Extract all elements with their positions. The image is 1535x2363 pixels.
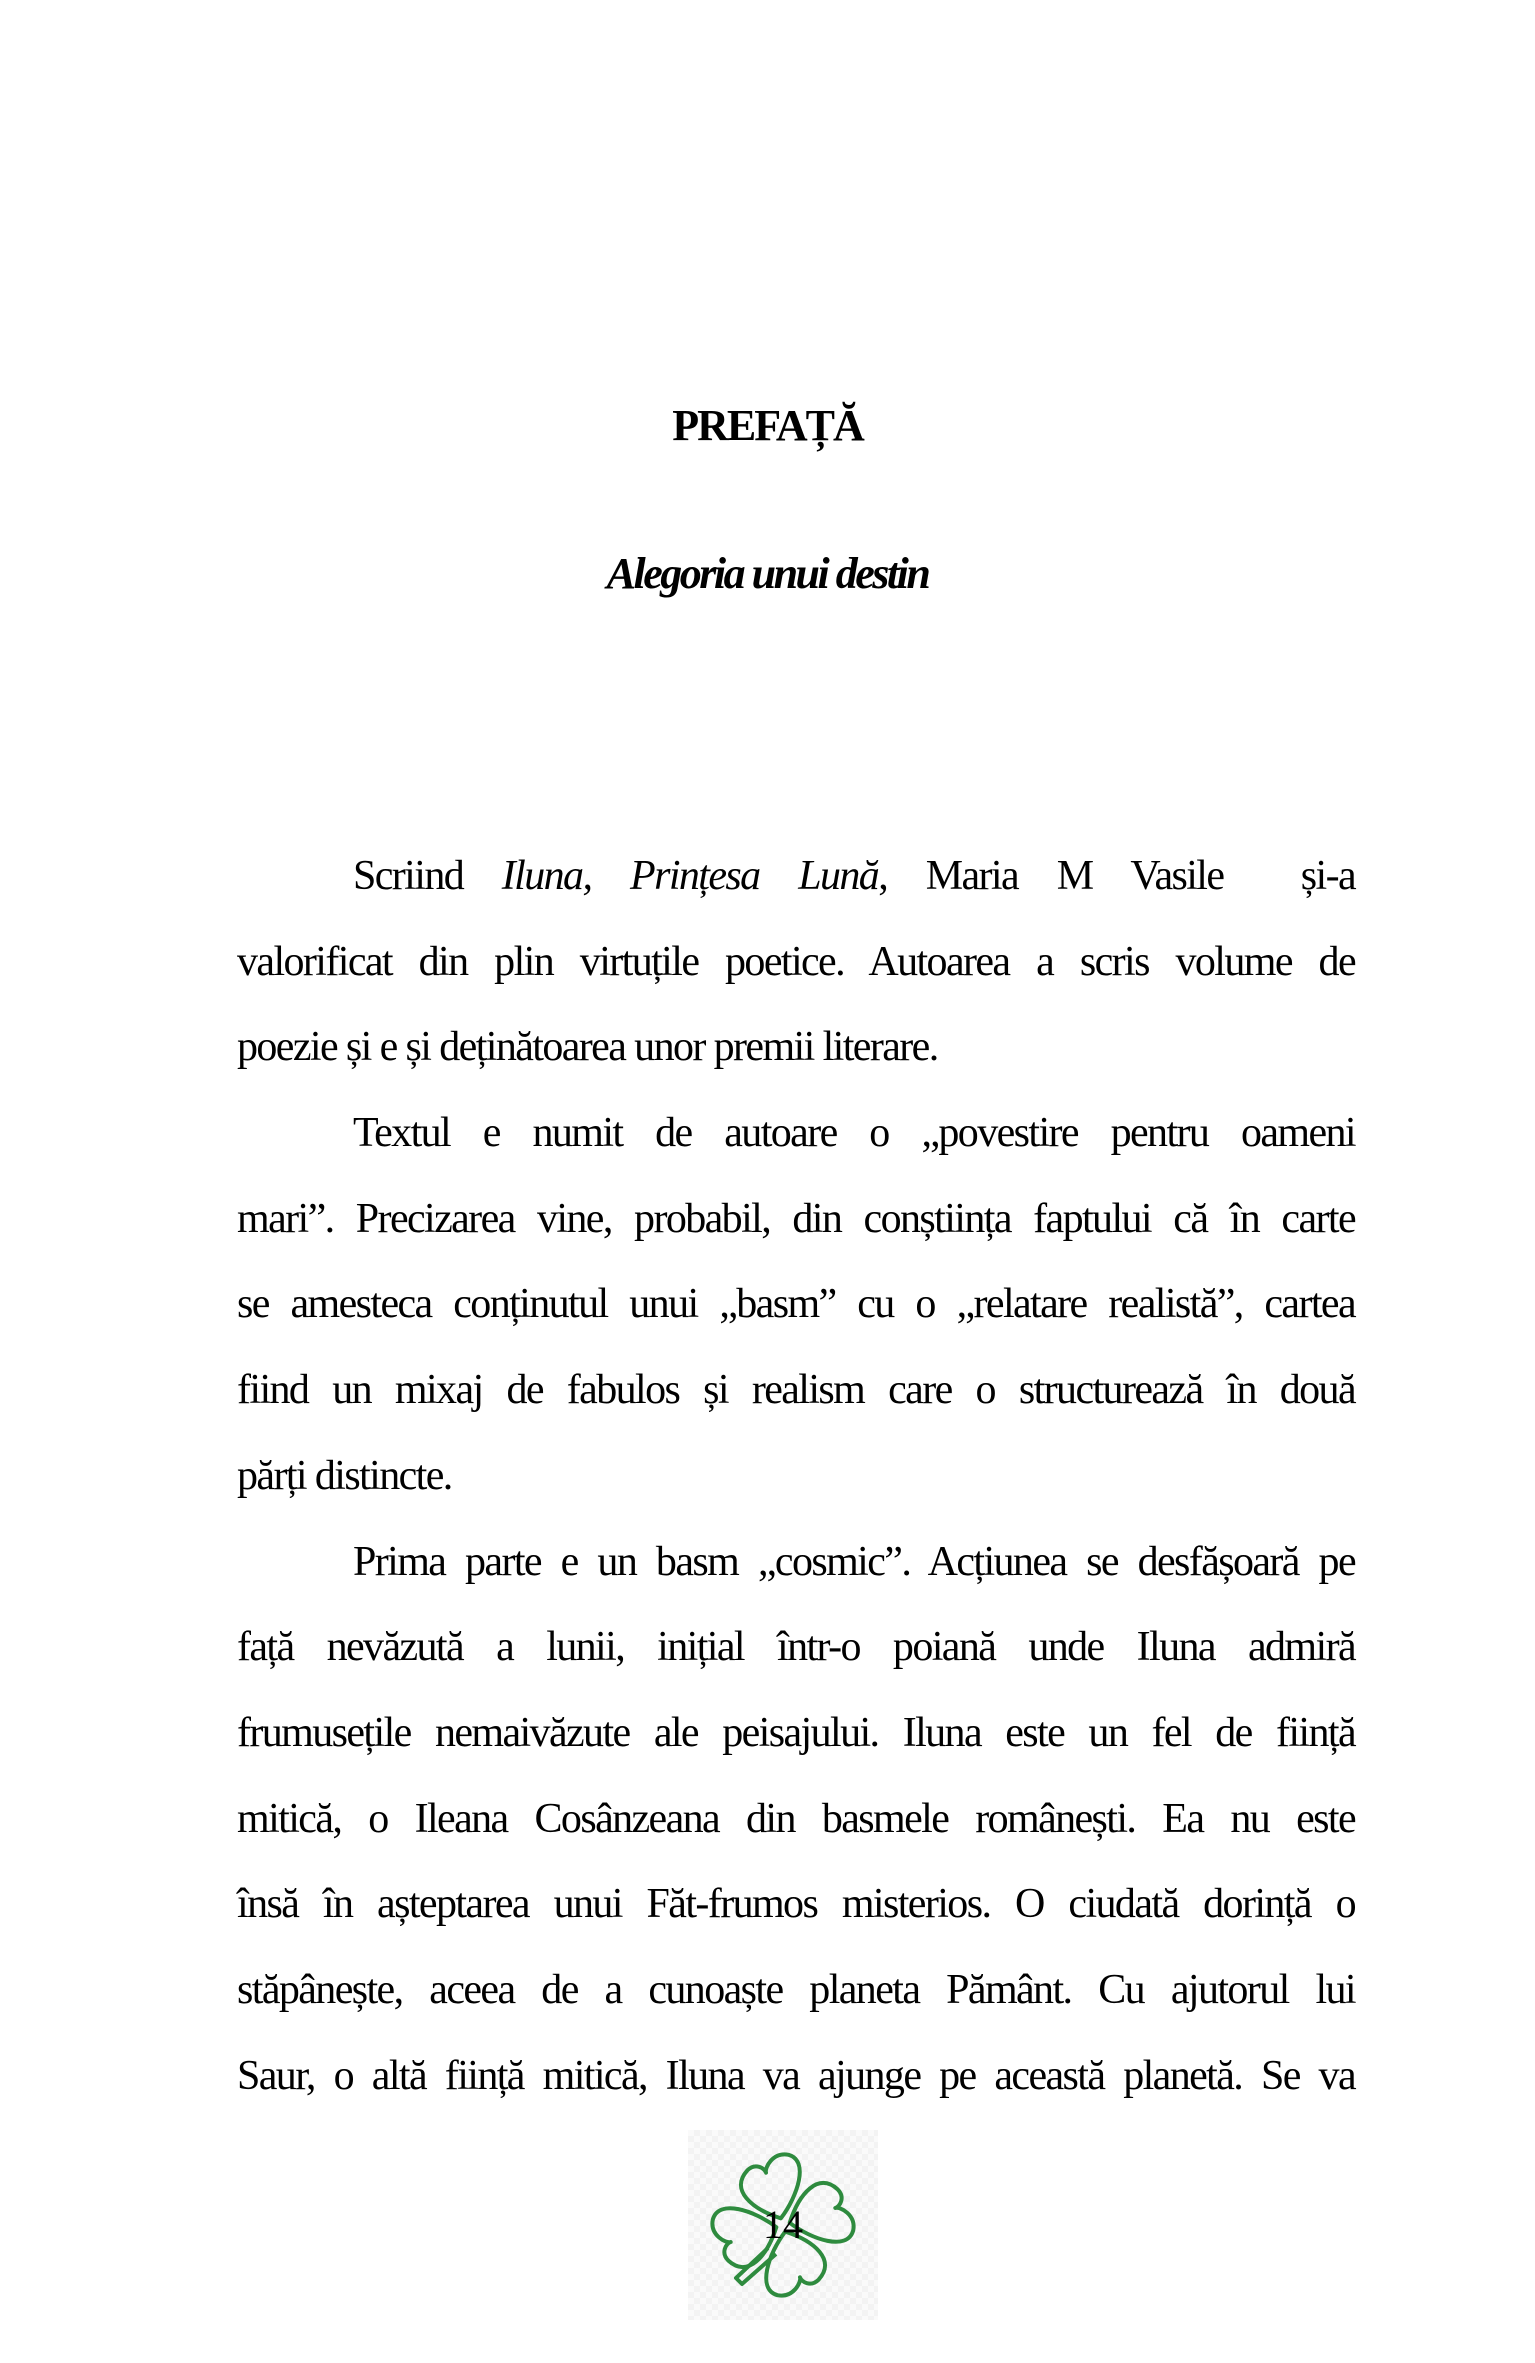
text-line [237, 1691, 1355, 1777]
text-segment: părți distincte. [237, 1452, 452, 1499]
text-line [237, 1434, 1355, 1520]
page-footer-ornament [688, 2130, 878, 2320]
text-segment: stăpânește, aceea de a cunoaște planeta Pământ. Cu ajutorul lui [237, 1966, 1355, 2013]
text-segment: Scriind [353, 853, 502, 899]
body-text [237, 834, 1355, 2119]
text-line [237, 1177, 1355, 1263]
text-segment: fiind un mixaj de fabulos și realism care o structurează în două [237, 1367, 1355, 1414]
text-segment: mari”. Precizarea vine, probabil, din conștiința faptului că în carte [237, 1195, 1355, 1242]
text-line [237, 1348, 1355, 1434]
text-segment: Saur, o altă ființă mitică, Iluna va ajunge pe această planetă. Se va [237, 2052, 1355, 2099]
text-segment: mitică, o Ileana Cosânzeana din basmele românești. Ea nu este [237, 1795, 1355, 1842]
text-segment: frumusețile nemaivăzute ale peisajului. Iluna este un fel de ființă [237, 1709, 1355, 1756]
text-segment: valorificat din plin virtuțile poetice. Autoarea a scris volume de [237, 938, 1355, 985]
text-line [237, 1091, 1355, 1177]
italic-book-title: Iluna, Prințesa Lună [501, 853, 879, 899]
text-line [237, 2034, 1355, 2120]
text-segment: însă în așteptarea unui Făt-frumos misterios. O ciudată dorință o [237, 1881, 1355, 1928]
text-segment: poezie și e și deținătoarea unor premii literare. [237, 1024, 938, 1071]
text-segment: se amesteca conținutul unui „basm” cu o „relatare realistă”, cartea [237, 1281, 1355, 1328]
text-segment: față nevăzută a lunii, inițial într-o poiană unde Iluna admiră [237, 1624, 1355, 1671]
chapter-title: PREFAȚĂ [672, 401, 863, 450]
text-segment: Prima parte e un basm „cosmic”. Acțiunea se desfășoară pe [353, 1538, 1355, 1585]
text-line [237, 1262, 1355, 1348]
text-line [237, 920, 1355, 1006]
text-line [237, 1605, 1355, 1691]
text-line [237, 834, 1355, 920]
text-segment: Textul e numit de autoare o „povestire pentru oameni [353, 1110, 1355, 1157]
text-line [237, 1777, 1355, 1863]
chapter-subtitle: Alegoria unui destin [606, 549, 929, 598]
text-line [237, 1862, 1355, 1948]
page-number: 14 [763, 2202, 803, 2247]
text-line [237, 1520, 1355, 1606]
text-segment: , Maria M Vasile și-a [878, 853, 1355, 899]
text-line [237, 1005, 1355, 1091]
text-line [237, 1948, 1355, 2034]
